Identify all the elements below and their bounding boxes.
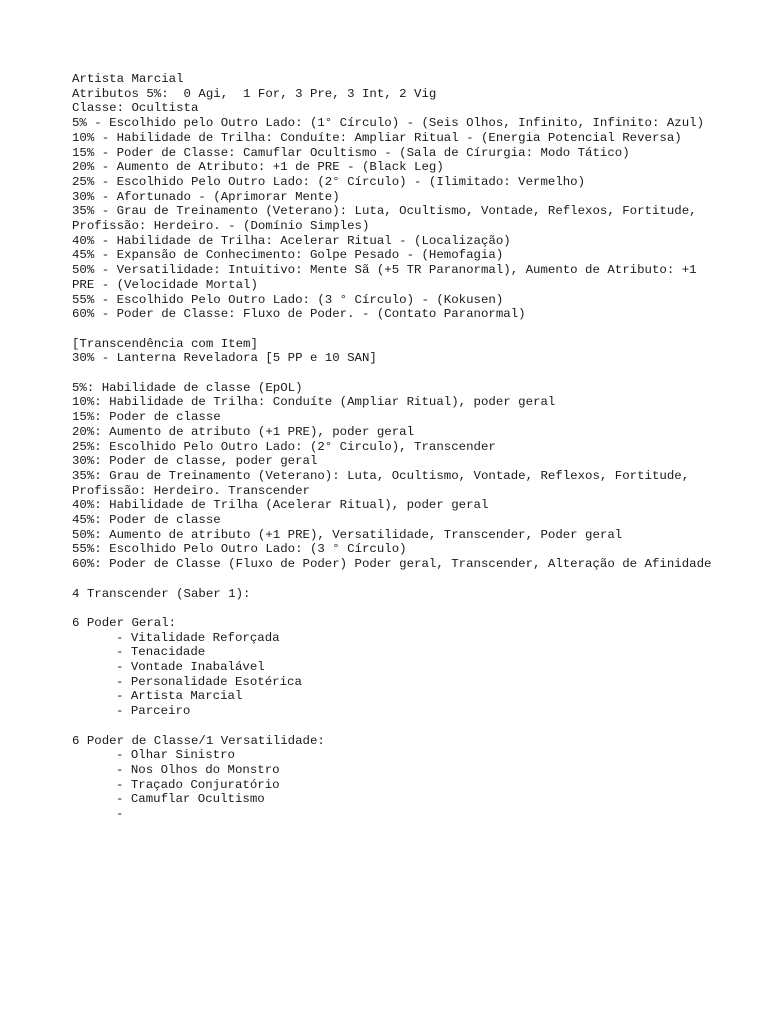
spacer (72, 719, 712, 734)
item-section-entry: 30% - Lanterna Reveladora [5 PP e 10 SAN] (72, 351, 377, 366)
poder-classe-heading: 6 Poder de Classe/1 Versatilidade: (72, 733, 325, 748)
spacer (72, 572, 712, 587)
poder-classe-item: - Olhar Sinistro (116, 748, 235, 763)
poder-geral-item: - Artista Marcial (116, 689, 243, 704)
progression-entry: 30% - Afortunado - (Aprimorar Mente) (72, 189, 340, 204)
spacer (72, 322, 712, 337)
summary-entry: 5%: Habilidade de classe (EpOL) (72, 380, 303, 395)
progression-list (72, 116, 712, 322)
poder-geral-heading: 6 Poder Geral: (72, 615, 177, 630)
poder-geral-item: - Personalidade Esotérica (116, 674, 302, 689)
progression-entry: 25% - Escolhido Pelo Outro Lado: (2° Círculo) - (Ilimitado: Vermelho) (72, 174, 586, 189)
summary-entry: 35%: Grau de Treinamento (Veterano): Luta, Ocultismo, Vontade, Reflexos, Fortitude, Profissão: Herdeiro. Transcender (72, 468, 697, 498)
summary-entry: 40%: Habilidade de Trilha (Acelerar Ritual), poder geral (72, 498, 489, 513)
spacer (72, 366, 712, 381)
summary-entry: 25%: Escolhido Pelo Outro Lado: (2° Circulo), Transcender (72, 439, 496, 454)
poder-classe-item: - Traçado Conjuratório (116, 777, 280, 792)
document-title: Artista Marcial (72, 72, 184, 86)
atributos-line: Atributos 5%: 0 Agi, 1 For, 3 Pre, 3 Int, 2 Vig (72, 86, 437, 101)
document-page (72, 72, 712, 822)
summary-list (72, 381, 712, 572)
progression-entry: 60% - Poder de Classe: Fluxo de Poder. - (Contato Paranormal) (72, 307, 526, 322)
progression-entry: 20% - Aumento de Atributo: +1 de PRE - (Black Leg) (72, 160, 444, 175)
spacer (72, 601, 712, 616)
item-section-heading: [Transcendência com Item] (72, 336, 258, 351)
summary-entry: 30%: Poder de classe, poder geral (72, 454, 318, 469)
poder-classe-item: - Nos Olhos do Monstro (116, 762, 280, 777)
summary-entry: 10%: Habilidade de Trilha: Conduíte (Ampliar Ritual), poder geral (72, 395, 556, 410)
poder-geral-list (72, 631, 712, 719)
poder-geral-item: - Tenacidade (116, 645, 206, 660)
progression-entry: 15% - Poder de Classe: Camuflar Ocultismo - (Sala de Círurgia: Modo Tático) (72, 145, 630, 160)
poder-geral-item: - Parceiro (116, 704, 191, 719)
poder-geral-item: - Vitalidade Reforçada (116, 630, 280, 645)
progression-entry: 50% - Versatilidade: Intuitivo: Mente Sã (+5 TR Paranormal), Aumento de Atributo: +1 PRE - (Velocidade Mortal) (72, 263, 705, 292)
classe-line: Classe: Ocultista (72, 101, 199, 116)
progression-entry: 40% - Habilidade de Trilha: Acelerar Ritual - (Localização) (72, 233, 511, 248)
progression-entry: 5% - Escolhido pelo Outro Lado: (1° Círculo) - (Seis Olhos, Infinito, Infinito: Azul) (72, 116, 705, 131)
summary-entry: 20%: Aumento de atributo (+1 PRE), poder geral (72, 424, 415, 439)
progression-entry: 55% - Escolhido Pelo Outro Lado: (3 ° Círculo) - (Kokusen) (72, 292, 504, 307)
progression-entry: 45% - Expansão de Conhecimento: Golpe Pesado - (Hemofagia) (72, 248, 504, 263)
poder-classe-list (72, 748, 712, 822)
poder-classe-item: - Camuflar Ocultismo (116, 792, 265, 807)
summary-entry: 45%: Poder de classe (72, 513, 221, 528)
progression-entry: 35% - Grau de Treinamento (Veterano): Luta, Ocultismo, Vontade, Reflexos, Fortitude, Profissão: Herdeiro. - (Domínio Simples) (72, 204, 705, 234)
poder-geral-item: - Vontade Inabalável (116, 660, 265, 675)
summary-entry: 15%: Poder de classe (72, 410, 221, 425)
transcender-line: 4 Transcender (Saber 1): (72, 586, 251, 601)
summary-entry: 50%: Aumento de atributo (+1 PRE), Versatilidade, Transcender, Poder geral (72, 527, 623, 542)
summary-entry: 60%: Poder de Classe (Fluxo de Poder) Poder geral, Transcender, Alteração de Afinidade (72, 557, 712, 572)
summary-entry: 55%: Escolhido Pelo Outro Lado: (3 ° Círculo) (72, 542, 407, 557)
progression-entry: 10% - Habilidade de Trilha: Conduíte: Ampliar Ritual - (Energia Potencial Reversa) (72, 130, 682, 145)
poder-classe-item: - (116, 807, 124, 822)
